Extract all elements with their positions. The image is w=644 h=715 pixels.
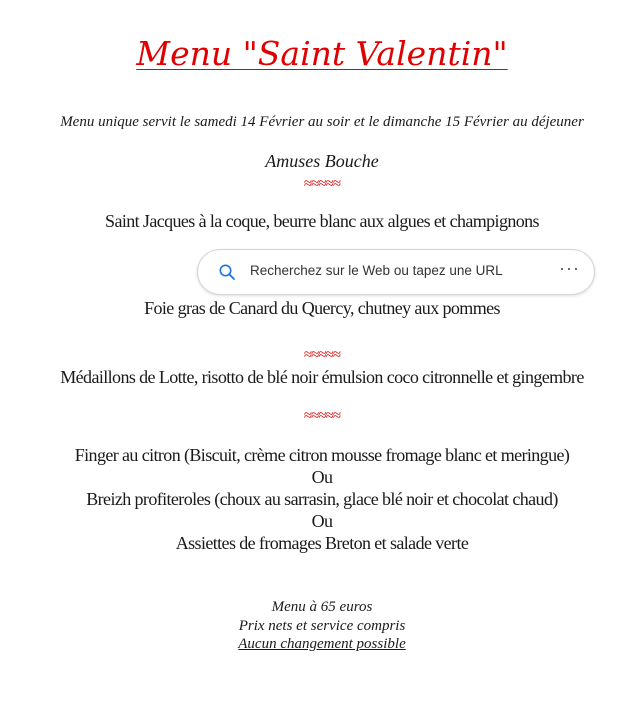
dish-main: Médaillons de Lotte, risotto de blé noir émulsion coco citronnelle et gingembre <box>60 367 584 387</box>
search-icon <box>218 263 236 281</box>
separator-3: ≈≈≈≈≈ <box>303 408 341 424</box>
or-text-1: Ou <box>311 467 333 487</box>
separator-1: ≈≈≈≈≈ <box>303 176 341 192</box>
or-text-2: Ou <box>311 511 333 531</box>
menu-subtitle: Menu unique servit le samedi 14 Février au soir et le dimanche 15 Février au déjeuner <box>60 114 584 130</box>
no-change-note <box>0 636 644 653</box>
dish-dessert-2: Breizh profiteroles (choux au sarrasin, glace blé noir et chocolat chaud) <box>86 489 558 509</box>
web-search-bar[interactable] <box>197 249 595 295</box>
search-input[interactable]: Recherchez sur le Web ou tapez une URL <box>250 263 503 278</box>
dish-dessert-1: Finger au citron (Biscuit, crème citron mousse fromage blanc et meringue) <box>74 445 570 465</box>
dish-starter-1: Saint Jacques à la coque, beurre blanc aux algues et champignons <box>105 211 539 231</box>
dish-dessert-3: Assiettes de fromages Breton et salade verte <box>175 533 469 553</box>
price-note: Prix nets et service compris <box>238 618 406 634</box>
menu-title: Menu "Saint Valentin" <box>136 34 508 73</box>
no-change-text: Aucun changement possible <box>238 636 406 652</box>
separator-2: ≈≈≈≈≈ <box>303 347 341 363</box>
more-options-icon[interactable]: ··· <box>559 258 580 278</box>
dish-starter-2: Foie gras de Canard du Quercy, chutney aux pommes <box>144 298 500 318</box>
section-amuses-bouche: Amuses Bouche <box>265 151 379 171</box>
menu-price: Menu à 65 euros <box>271 599 373 615</box>
